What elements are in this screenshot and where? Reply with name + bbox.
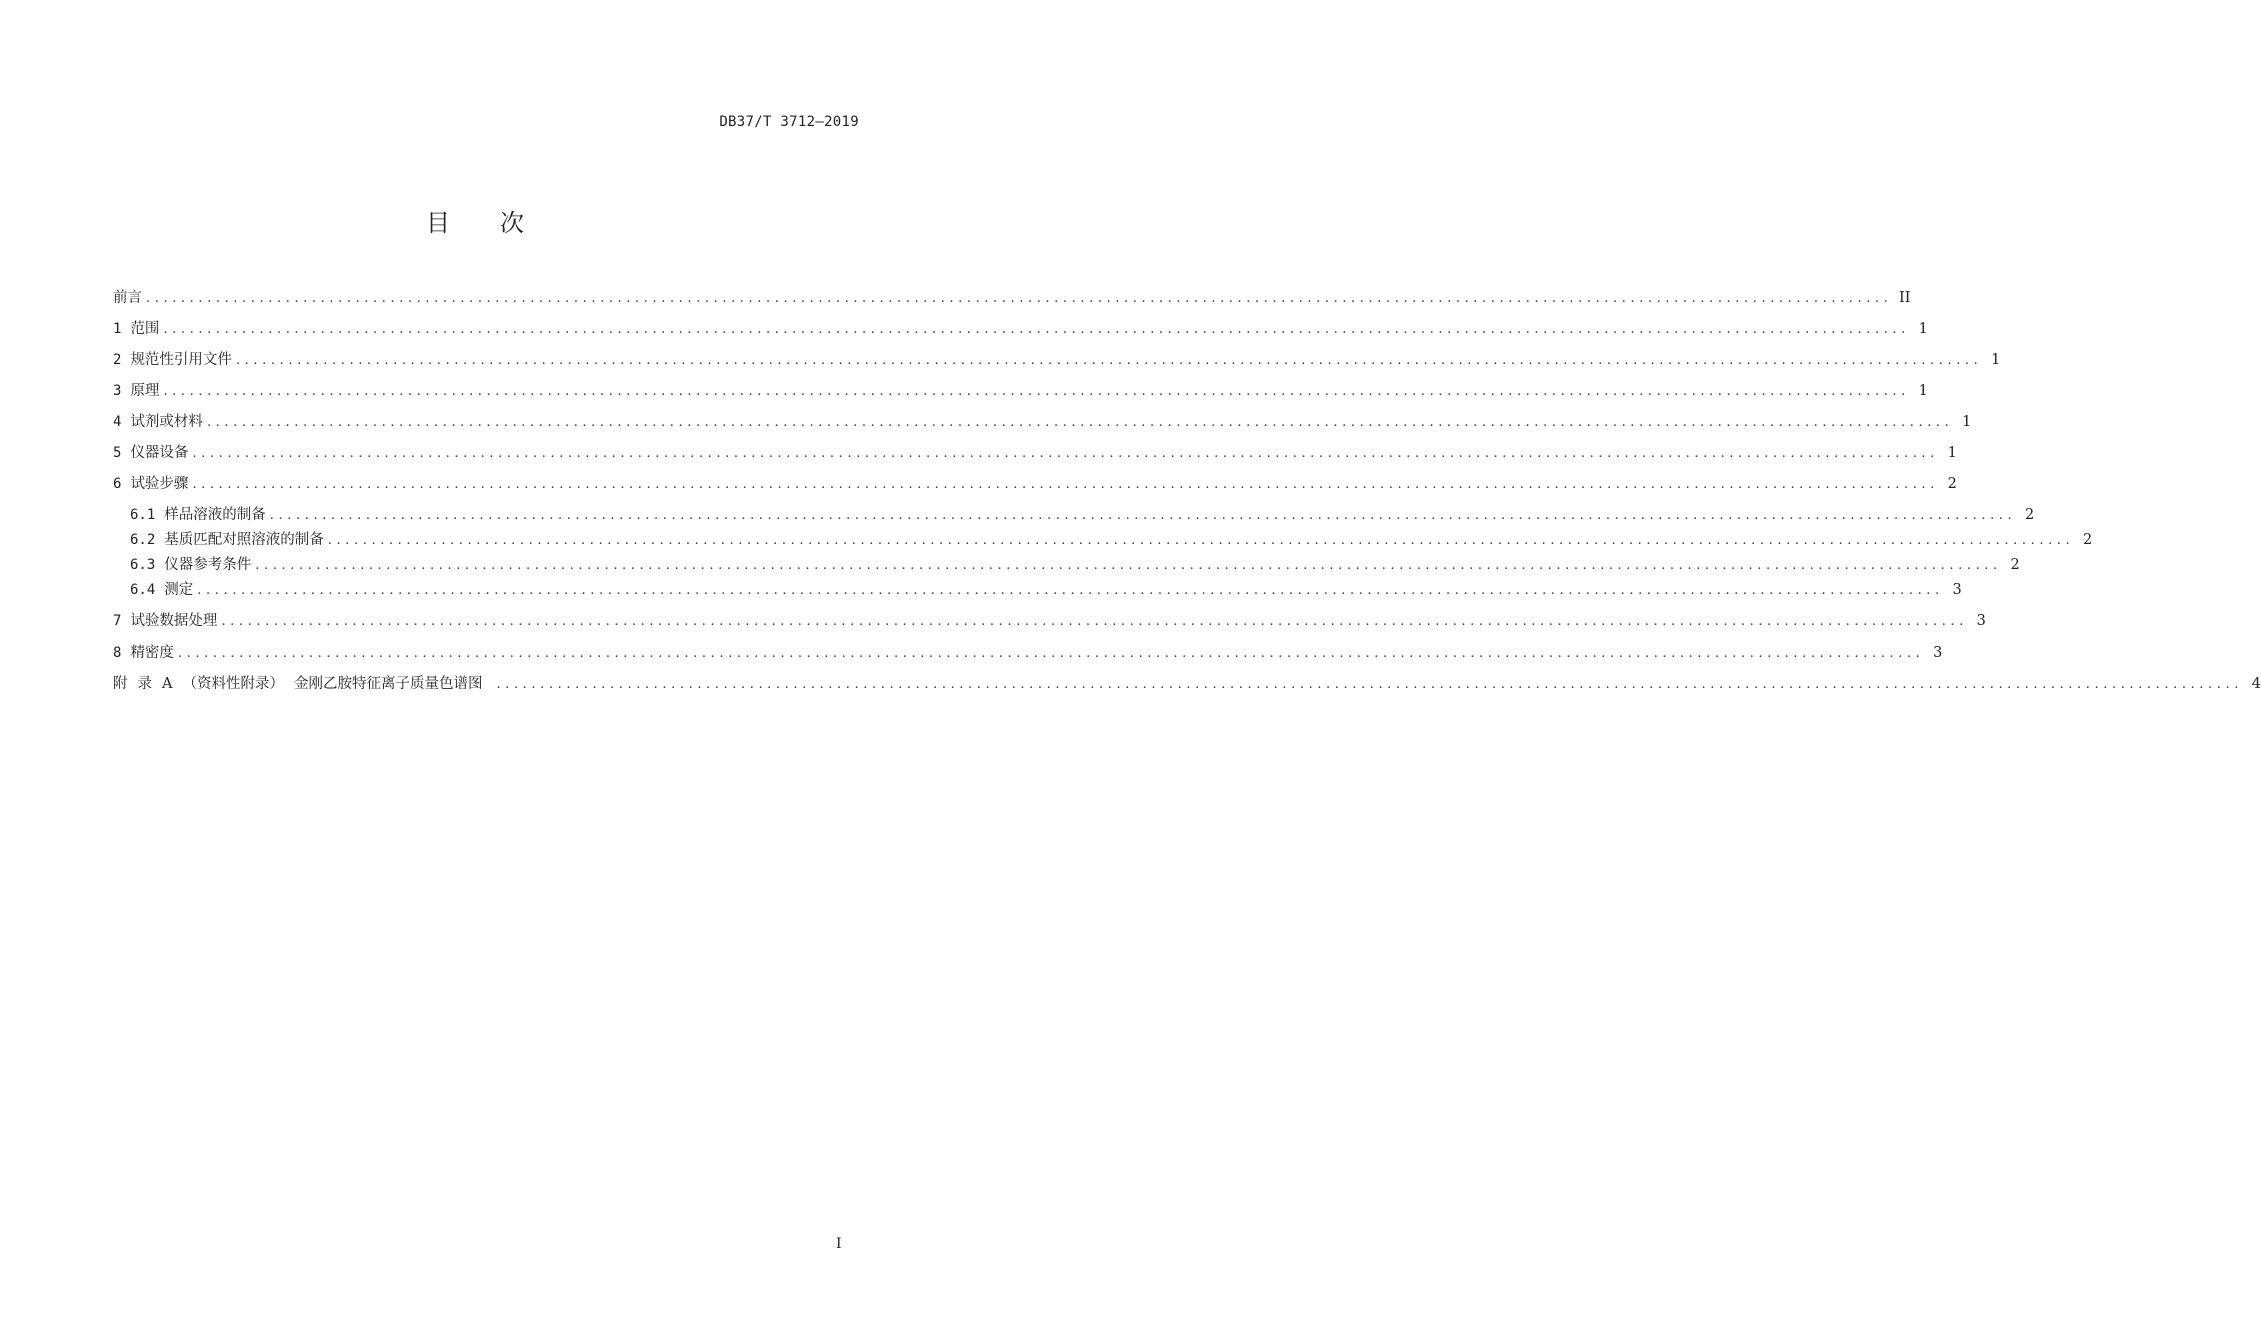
toc-entry[interactable]	[113, 286, 1911, 310]
toc-entry-number: 6.1	[130, 507, 156, 523]
toc-entry[interactable]	[130, 503, 2035, 527]
toc-entry-page: 3	[1952, 582, 1962, 598]
toc-entry-page: 1	[1991, 352, 2001, 368]
toc-entry-label	[130, 578, 197, 602]
toc-entry-page: 2	[1947, 476, 1957, 492]
toc-entry-label	[130, 503, 270, 527]
page-title: 目次	[426, 209, 574, 237]
appendix-note: （资料性附录）	[182, 676, 284, 692]
toc-entry[interactable]	[113, 410, 1972, 434]
toc-entry-page: 2	[2025, 507, 2035, 523]
toc-entry[interactable]	[113, 317, 1928, 341]
toc-leader-dots: ........................................................................................................................................................................................................	[206, 415, 1954, 430]
toc-entry-label	[113, 472, 192, 496]
appendix-letter: A	[162, 676, 173, 692]
appendix-prefix: 附	[113, 676, 128, 692]
toc-entry[interactable]	[130, 553, 2020, 577]
toc-leader-dots: ........................................................................................................................................................................................................	[192, 477, 1939, 492]
toc-entry-text: 规范性引用文件	[130, 352, 232, 368]
toc-leader-dots: ........................................................................................................................................................................................................	[327, 533, 2075, 548]
toc-entry[interactable]	[130, 578, 1962, 602]
toc-entry-label	[113, 609, 221, 633]
toc-leader-dots: ........................................................................................................................................................................................................	[197, 583, 1944, 598]
toc-entry[interactable]	[113, 609, 1986, 633]
toc-leader-dots: ........................................................................................................................................................................................................	[146, 291, 1893, 306]
toc-entry-text: 试剂或材料	[130, 414, 203, 430]
toc-entry-page: II	[1899, 290, 1911, 306]
appendix-prefix-2: 录	[137, 676, 152, 692]
toc-entry[interactable]	[113, 379, 1928, 403]
toc-entry-number: 6.2	[130, 532, 156, 548]
toc-entry-appendix[interactable]	[113, 672, 2261, 696]
toc-entry-page: 1	[1918, 321, 1928, 337]
toc-entry-text: 精密度	[130, 645, 174, 661]
toc-entry[interactable]	[113, 472, 1957, 496]
toc-leader-dots: ........................................................................................................................................................................................................	[221, 614, 1968, 629]
toc-entry-number: 1	[113, 321, 122, 337]
toc-entry-number: 6.3	[130, 557, 156, 573]
toc-entry-label	[113, 441, 192, 465]
toc-entry[interactable]	[113, 348, 2001, 372]
toc-entry-label	[113, 286, 146, 310]
toc-entry-label	[130, 528, 328, 552]
toc-entry-text: 试验数据处理	[130, 613, 218, 629]
toc-entry-text: 测定	[164, 582, 194, 598]
toc-entry-text: 仪器参考条件	[164, 557, 252, 573]
standard-code: DB37/T 3712—2019	[719, 114, 859, 130]
toc-leader-dots: ........................................................................................................................................................................................................	[496, 677, 2243, 692]
toc-entry-text: 范围	[130, 321, 160, 337]
toc-entry-text: 前言	[113, 290, 142, 306]
appendix-title: 金刚乙胺特征离子质量色谱图	[293, 676, 483, 692]
toc-entry-page: 1	[1962, 414, 1972, 430]
toc-leader-dots: ........................................................................................................................................................................................................	[163, 384, 1910, 399]
toc-leader-dots: ........................................................................................................................................................................................................	[269, 508, 2017, 523]
toc-leader-dots: ........................................................................................................................................................................................................	[235, 353, 1983, 368]
toc-entry-number: 3	[113, 383, 122, 399]
page-number: I	[836, 1236, 842, 1252]
toc-entry-page: 4	[2251, 676, 2261, 692]
toc-entry-page: 3	[1933, 645, 1943, 661]
toc-entry-label	[113, 641, 178, 665]
toc-entry-text: 仪器设备	[130, 445, 189, 461]
toc-leader-dots: ........................................................................................................................................................................................................	[192, 446, 1939, 461]
toc-entry-number: 5	[113, 445, 122, 461]
toc-entry[interactable]	[113, 441, 1957, 465]
toc-entry-number: 6.4	[130, 582, 156, 598]
toc-entry-number: 2	[113, 352, 122, 368]
toc-entry-label	[113, 379, 163, 403]
toc-leader-dots: ........................................................................................................................................................................................................	[255, 558, 2002, 573]
toc-entry[interactable]	[113, 641, 1943, 665]
toc-entry-number: 8	[113, 645, 122, 661]
toc-entry-text: 样品溶液的制备	[164, 507, 266, 523]
toc-entry-label	[113, 672, 496, 696]
toc-entry-label	[113, 317, 163, 341]
toc-entry-page: 2	[2083, 532, 2093, 548]
toc-entry[interactable]	[130, 528, 2093, 552]
toc-entry-number: 4	[113, 414, 122, 430]
toc-entry-page: 2	[2010, 557, 2020, 573]
toc-entry-page: 1	[1918, 383, 1928, 399]
toc-entry-text: 试验步骤	[130, 476, 189, 492]
toc-entry-text: 基质匹配对照溶液的制备	[164, 532, 324, 548]
toc-entry-page: 1	[1947, 445, 1957, 461]
toc-leader-dots: ........................................................................................................................................................................................................	[177, 646, 1925, 661]
toc-entry-number: 6	[113, 476, 122, 492]
toc-entry-text: 原理	[130, 383, 160, 399]
toc-entry-label	[113, 348, 236, 372]
toc-entry-label	[113, 410, 207, 434]
toc-entry-number: 7	[113, 613, 122, 629]
toc-leader-dots: ........................................................................................................................................................................................................	[163, 322, 1910, 337]
toc-entry-label	[130, 553, 255, 577]
toc-entry-page: 3	[1976, 613, 1986, 629]
